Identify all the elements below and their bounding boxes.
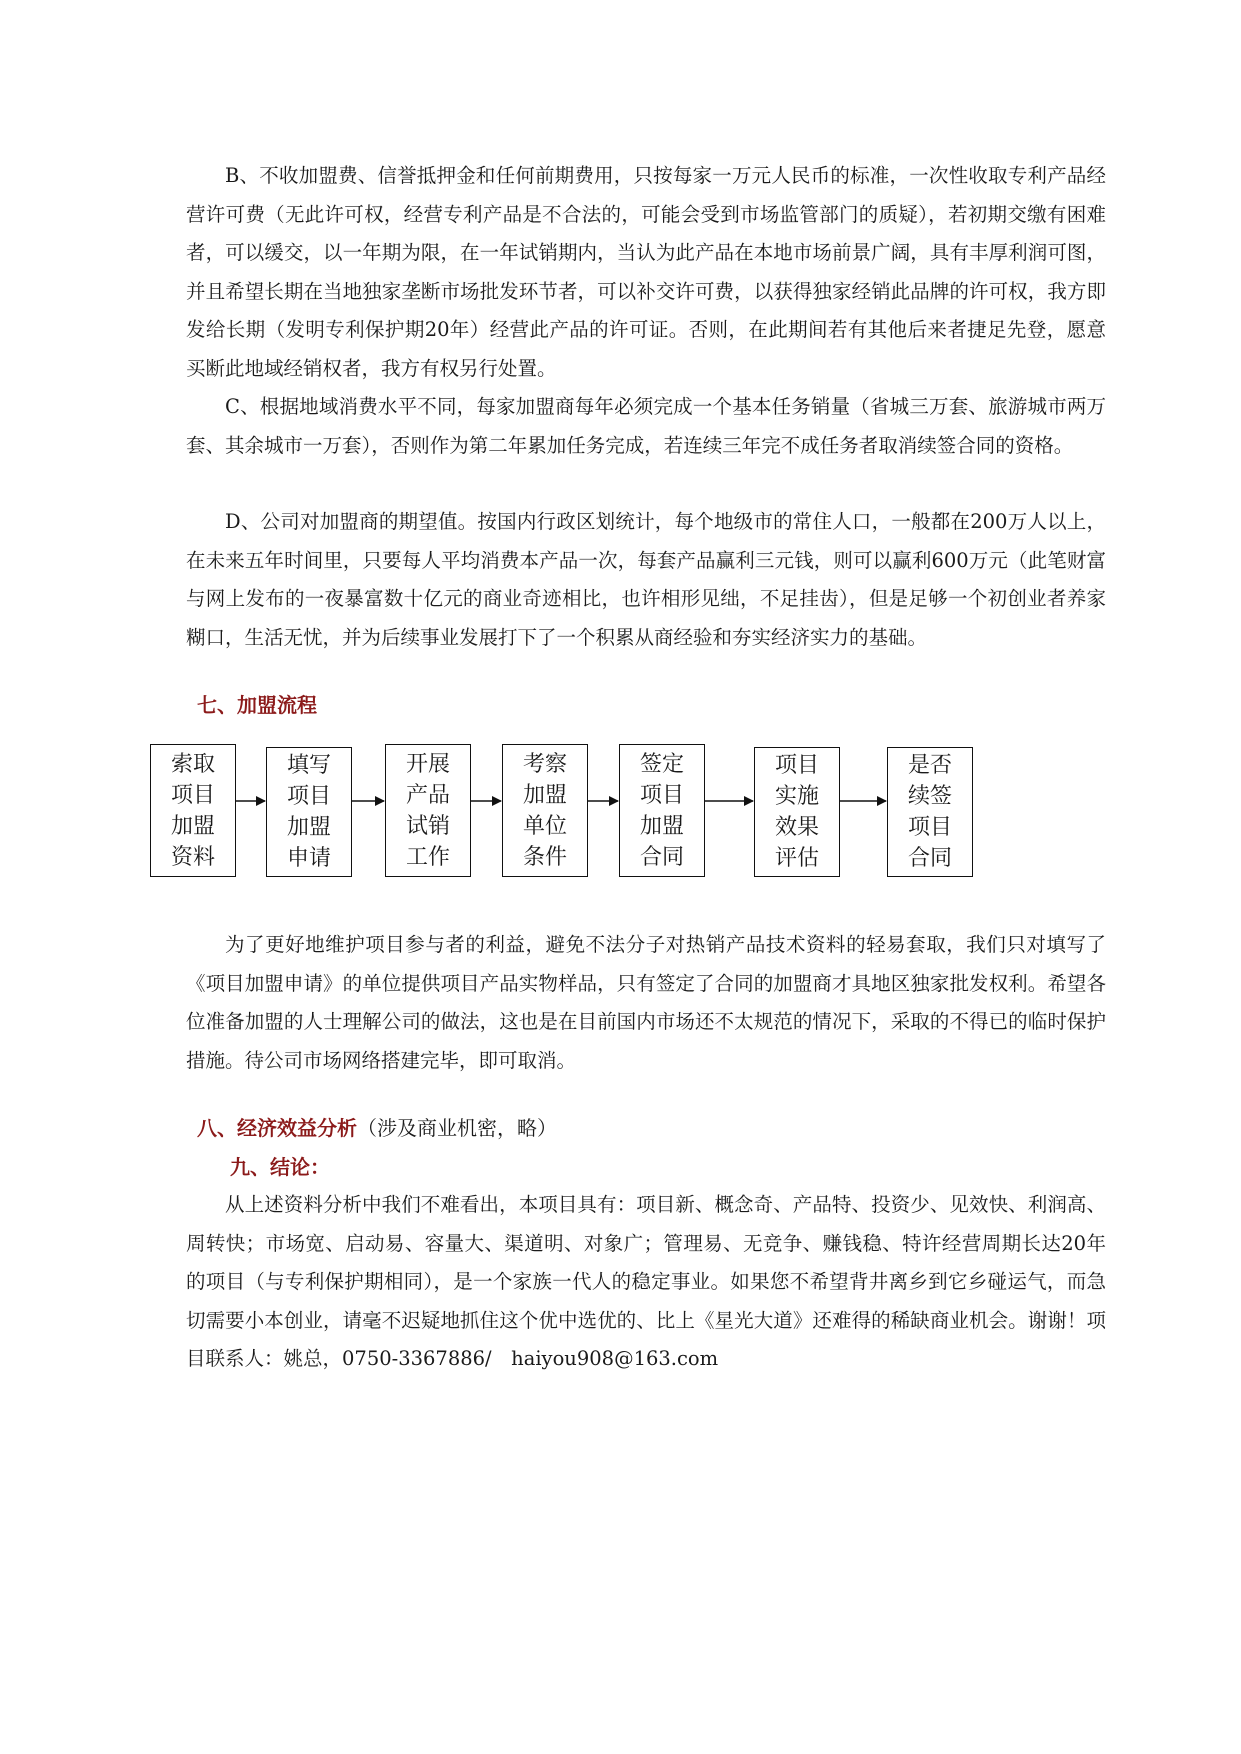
flow-step-1 <box>150 744 236 877</box>
paragraph-d: D、公司对加盟商的期望值。按国内行政区划统计，每个地级市的常住人口，一般都在200万人以上，在未来五年时间里，只要每人平均消费本产品一次，每套产品赢利三元钱，则可以赢利600万元（此笔财富与网上发布的一夜暴富数十亿元的商业奇迹相比，也许相形见绌，不足挂齿），但是足够一个初创业者养家糊口，生活无忧，并为后续事业发展打下了一个积累从商经验和夯实经济实力的基础。 <box>186 510 1106 649</box>
flow-step-label: 填写项目加盟申请 <box>286 753 331 871</box>
paragraph-protect: 为了更好地维护项目参与者的利益，避免不法分子对热销产品技术资料的轻易套取，我们只对填写了《项目加盟申请》的单位提供项目产品实物样品，只有签定了合同的加盟商才具地区独家批发权利。希望各位准备加盟的人士理解公司的做法，这也是在目前国内市场还不太规范的情况下，采取的不得已的临时保护措施。待公司市场网络搭建完毕，即可取消。 <box>186 933 1106 1072</box>
flow-step-2 <box>266 747 352 877</box>
paragraph-c: C、根据地域消费水平不同，每家加盟商每年必须完成一个基本任务销量（省城三万套、旅游城市两万套、其余城市一万套），否则作为第二年累加任务完成，若连续三年完不成任务者取消续签合同的资格。 <box>186 395 1106 457</box>
paragraph-conclusion: 从上述资料分析中我们不难看出，本项目具有：项目新、概念奇、产品特、投资少、见效快、利润高、周转快；市场宽、启动易、容量大、渠道明、对象广；管理易、无竞争、赚钱稳、特许经营周期长达20年的项目（与专利保护期相同），是一个家族一代人的稳定事业。如果您不希望背井离乡到它乡碰运气，而急切需要小本创业，请毫不迟疑地抓住这个优中选优的、比上《星光大道》还难得的稀缺商业机会。谢谢！项目联系人：姚总，0750-3367886/ haiyou908@163.com <box>186 1193 1106 1371</box>
paragraph-b: B、不收加盟费、信誉抵押金和任何前期费用，只按每家一万元人民币的标准，一次性收取专利产品经营许可费（无此许可权，经营专利产品是不合法的，可能会受到市场监管部门的质疑），若初期交缴有困难者，可以缓交，以一年期为限，在一年试销期内，当认为此产品在本地市场前景广阔，具有丰厚利润可图，并且希望长期在当地独家垄断市场批发环节者，可以补交许可费，以获得独家经销此品牌的许可权，我方即发给长期（发明专利保护期20年）经营此产品的许可证。否则，在此期间若有其他后来者捷足先登，愿意买断此地域经销权者，我方有权另行处置。 <box>186 164 1106 380</box>
flow-step-5 <box>619 744 705 877</box>
flow-step-4 <box>502 744 588 877</box>
heading-flow: 七、加盟流程 <box>197 693 317 717</box>
heading-benefit-title: 八、经济效益分析 <box>197 1116 357 1140</box>
flow-step-label: 考察加盟单位条件 <box>522 751 567 870</box>
flow-step-label: 索取项目加盟资料 <box>170 751 215 870</box>
flow-step-label: 签定项目加盟合同 <box>639 751 684 870</box>
flow-step-label: 项目实施效果评估 <box>774 753 819 871</box>
heading-conclusion: 九、结论： <box>230 1155 330 1179</box>
heading-benefit <box>197 1113 557 1143</box>
flow-step-3 <box>385 744 471 877</box>
flow-step-label: 是否续签项目合同 <box>907 753 952 871</box>
flow-step-label: 开展产品试销工作 <box>405 751 450 870</box>
flow-step-7 <box>887 747 973 877</box>
flow-step-6 <box>754 747 840 877</box>
heading-benefit-note: （涉及商业机密，略） <box>357 1116 557 1140</box>
